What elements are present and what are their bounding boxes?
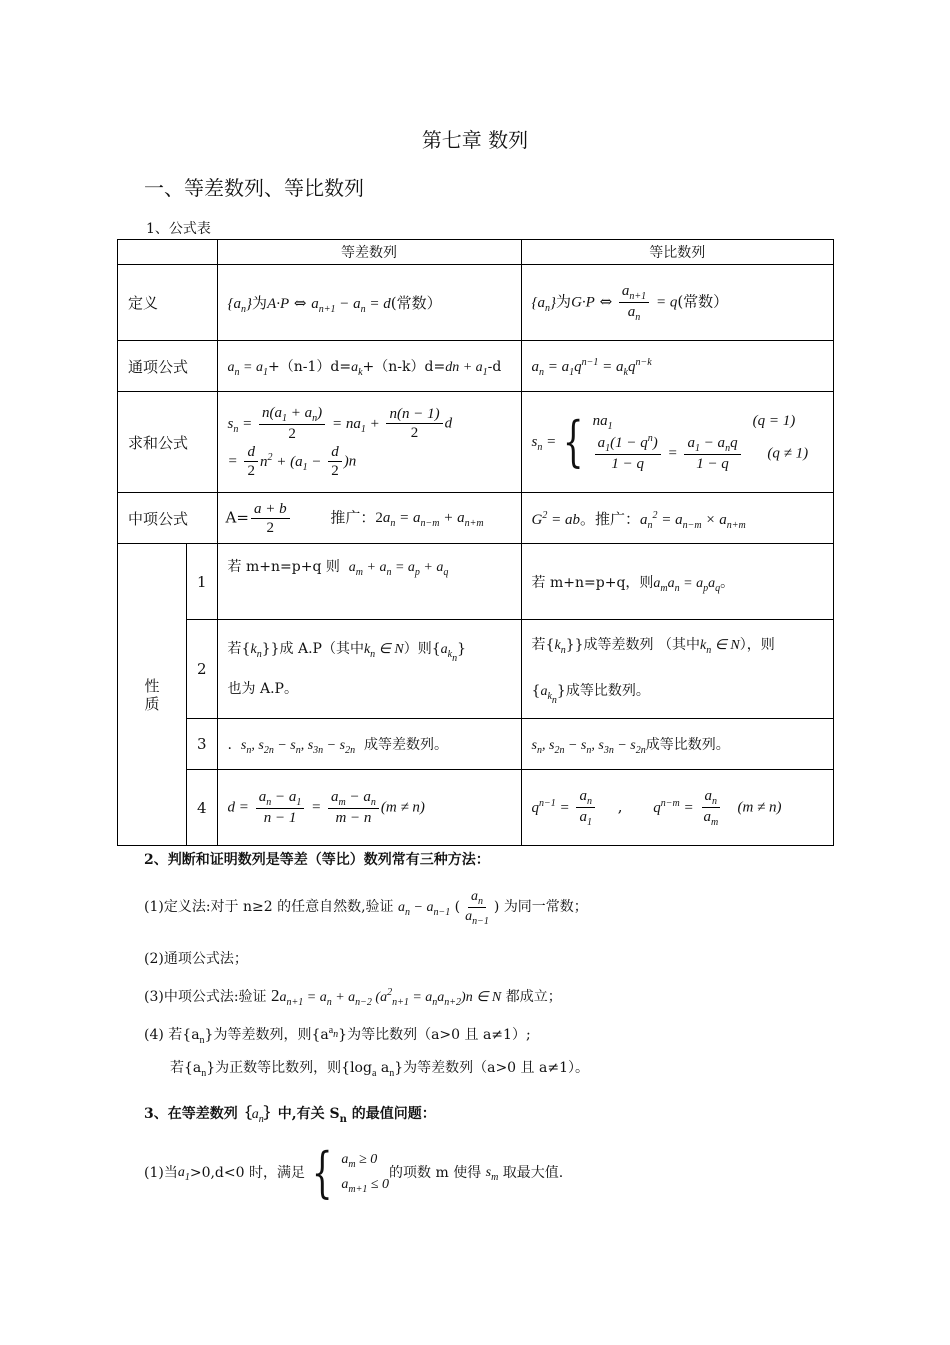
- condition-1-c: 的项数 m 使得: [389, 1165, 482, 1181]
- method-1-a: (1)定义法:对于 n≥2 的任意自然数,验证: [144, 899, 394, 915]
- ap-p3-tail: 成等差数列。: [363, 737, 448, 753]
- ap-middle-prefix: A=: [225, 508, 249, 526]
- row-sum: [118, 392, 834, 493]
- cond-q-not-1: (q ≠ 1): [767, 445, 809, 462]
- gp-middle-push-label: 。推广：: [580, 509, 641, 528]
- row-property-4: [118, 770, 834, 846]
- gp-p2-a: 若{: [531, 637, 555, 653]
- label-middle-term: 中项公式: [118, 493, 218, 544]
- row-general-term: [118, 341, 834, 392]
- gp-sum-formula: $s_n$ = { $na_1$ (q = 1) $\frac{a_1(1 - q^n)}{1 - q}$ = $\frac{a_1 - a_nq}{1 - q}$ (q ≠ 1): [521, 392, 833, 493]
- method-4-a: (4) 若{a: [144, 1027, 200, 1043]
- ap-general-mid2: +（n-k）d=: [362, 359, 446, 375]
- section3-title-a: 3、在等差数列｛: [144, 1106, 252, 1122]
- gp-p1-text: 若 m+n=p+q，则: [531, 574, 654, 591]
- prop-num-3: 3: [187, 719, 218, 770]
- subsection-title: 1、公式表: [146, 221, 211, 237]
- table-header-row: [118, 240, 834, 265]
- condition-1-a: (1)当: [144, 1165, 178, 1181]
- row-property-2: [118, 620, 834, 719]
- gp-const-word: (常数）: [677, 292, 729, 311]
- header-gp: 等比数列: [521, 240, 833, 265]
- gp-general-term: $a_n = a_1q^{n-1} = a_kq^{n-k}$: [521, 341, 833, 392]
- header-empty-cell: [118, 240, 218, 265]
- gp-definition: $\{a_n\}$为G·P ⇔ $\frac{a_{n+1}}{a_n}$ = q(常数）: [521, 265, 833, 341]
- method-4: (4) 若$\{a_n\}$为等差数列，则$\{a^{a_n}\}$为等比数列（a>0 且 a≠1）;: [144, 1025, 531, 1046]
- method-3-a: (3)中项公式法:验证: [144, 989, 267, 1005]
- condition-1-b: >0,d<0 时，满足: [189, 1165, 305, 1181]
- gp-p2-d: }成等比数列。: [556, 683, 650, 699]
- ap-property-3: . $s_n$, $s_{2n} - s_n$, $s_{3n} - s_{2n}$ 成等差数列。: [217, 719, 521, 770]
- ap-middle-term: A= $\frac{a + b}{2}$ 推广：$2a_n = a_{n-m} + a_{n+m}$: [217, 493, 521, 544]
- gp-p2-b: }成等差数列 （其中: [574, 637, 700, 653]
- cond-q-equals-1: (q = 1): [752, 413, 796, 429]
- method-5-b: }为正数等比数列，则{log: [206, 1060, 372, 1076]
- page-title: 第七章 数列: [421, 128, 529, 152]
- ap-property-1: 若 m+n=p+q 则 $a_m + a_n = a_p + a_q$: [217, 544, 521, 620]
- header-ap: 等差数列: [217, 240, 521, 265]
- method-3: (3)中项公式法:验证 $2a_{n+1} = a_n + a_{n-2}$ $(a^2_{n+1} = a_na_{n+2})n$ ∈ N 都成立；: [144, 986, 562, 1008]
- ap-general-tail: -d: [487, 359, 502, 375]
- gp-middle-term: $G^2$ = ab。推广：$a_n^2 = a_{n-m} \times a_{n+m}$: [521, 493, 833, 544]
- method-5: 若$\{a_n\}$为正数等比数列，则{$\log_a$ $a_n$}为等差数列（a>0 且 a≠1）。: [170, 1060, 589, 1079]
- ap-property-2: 若$\{k_n\}$}成 A.P（其中$k_n$ ∈ N）则$\{a_{k_n}\}$ 也为 A.P。: [217, 620, 521, 719]
- label-properties: [118, 544, 187, 846]
- ap-middle-push-label: 推广：: [330, 508, 376, 526]
- section2-title: 2、判断和证明数列是等差（等比）数列常有三种方法：: [144, 852, 490, 868]
- prop-num-4: 4: [187, 770, 218, 846]
- section3-title-c: 的最值问题：: [351, 1106, 436, 1122]
- label-sum: 求和公式: [118, 392, 218, 493]
- section3-title-b: ｝中,有关: [263, 1106, 325, 1122]
- row-property-3: [118, 719, 834, 770]
- method-3-b: 都成立；: [505, 989, 562, 1005]
- method-4-c: }为等比数列（a>0 且 a≠1）;: [338, 1027, 531, 1043]
- gp-p3-tail: 成等比数列。: [645, 737, 730, 753]
- row-middle-term: [118, 493, 834, 544]
- ap-p2-b: }成 A.P（其中: [270, 641, 364, 657]
- label-general-term: 通项公式: [118, 341, 218, 392]
- row-definition: [118, 265, 834, 341]
- ap-p1-text: 若 m+n=p+q 则: [227, 559, 340, 575]
- ap-sum-formula: $s_n$ = $\frac{n(a_1 + a_n)}{2}$ = $na_1$ + $\frac{n(n - 1)}{2}$ d = $\frac{d}{2}$ $n^2 + (a_1$ − $\frac{d}{2}$ )n: [217, 392, 521, 493]
- label-definition: 定义: [118, 265, 218, 341]
- method-5-a: 若{a: [170, 1060, 202, 1076]
- prop-num-1: 1: [187, 544, 218, 620]
- method-2: (2)通项公式法；: [144, 951, 248, 967]
- prop-num-2: 2: [187, 620, 218, 719]
- condition-1: (1)当 $a_1$ >0,d<0 时，满足 { $a_m \ge 0$ $a_{m+1} \le 0$ 的项数 m 使得 $s_m$ 取最大值.: [144, 1141, 564, 1204]
- condition-1-d: 取最大值.: [502, 1165, 564, 1181]
- gp-property-2: 若$\{k_n\}$}成等差数列 （其中$k_n$ ∈ N），则 $\{a_{k_n}\}$成等比数列。: [521, 620, 833, 719]
- ap-p2-d: 也为 A.P。: [227, 681, 298, 697]
- ap-const-word: (常数）: [390, 294, 442, 312]
- section-title: 一、等差数列、等比数列: [144, 176, 364, 200]
- gp-property-4: $q^{n-1}$ = $\frac{a_n}{a_1}$ , $q^{n-m}$ = $\frac{a_n}{a_m}$ (m ≠ n): [521, 770, 833, 846]
- method-1: (1)定义法:对于 n≥2 的任意自然数,验证 $a_n - a_{n-1}$ ( $\frac{a_n}{a_{n-1}}$ ) 为同一常数；: [144, 888, 588, 927]
- gp-property-1: 若 m+n=p+q，则$a_ma_n = a_pa_q$。: [521, 544, 833, 620]
- method-5-c: }为等差数列（a>0 且 a≠1）。: [394, 1060, 589, 1076]
- ap-general-term: $a_n = a_1+(n-1)d=a_k+(n-k)d=dn + a_1-d$: [217, 341, 521, 392]
- method-4-b: }为等差数列，则{a: [204, 1027, 329, 1043]
- ap-general-mid1: +（n-1）d=: [268, 359, 352, 375]
- gp-p2-c: ），则: [739, 637, 775, 653]
- section3-title: 3、在等差数列$\{a_n\}$中,有关 $S_n$ 的最值问题：: [144, 1106, 436, 1125]
- ap-p2-a: 若{: [227, 641, 251, 657]
- method-1-b: 为同一常数；: [503, 899, 588, 915]
- formula-table: [117, 239, 834, 846]
- ap-p2-c: ）则{: [403, 641, 441, 657]
- gp-property-3: $s_n$, $s_{2n} - s_n$, $s_{3n} - s_{2n}$成等比数列。: [521, 719, 833, 770]
- ap-definition: $\{a_n\}$为A·P ⇔ $a_{n+1} - a_n = d$(常数）: [217, 265, 521, 341]
- row-property-1: [118, 544, 834, 620]
- ap-property-4: d = $\frac{a_n - a_1}{n - 1}$ = $\frac{a_m - a_n}{m - n}$ (m ≠ n): [217, 770, 521, 846]
- label-properties-text: 性质: [144, 676, 160, 713]
